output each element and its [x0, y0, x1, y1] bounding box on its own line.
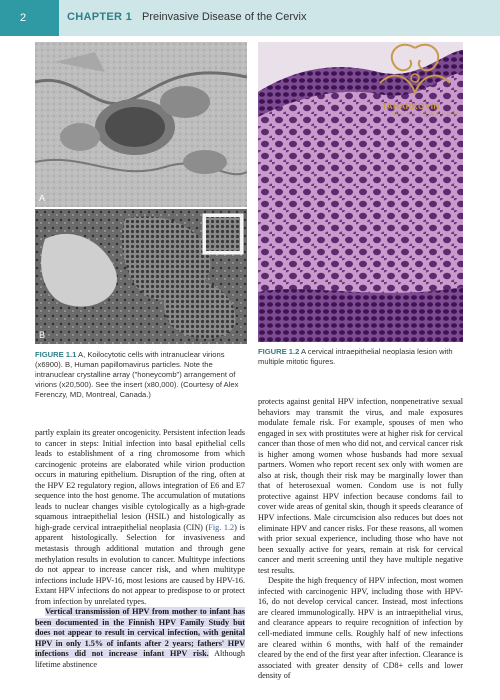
electron-micrograph-b	[35, 209, 247, 344]
running-header	[0, 0, 500, 36]
caption-2-label: FIGURE 1.2	[258, 347, 300, 356]
figure-reference-link[interactable]: Fig. 1.2	[208, 522, 235, 532]
panel-a-label: A	[39, 193, 46, 203]
page-number: 2	[20, 12, 27, 24]
caption-2-text: A cervical intraepithelial neoplasia lesion with multiple mitotic figures.	[258, 347, 453, 366]
right-text-column	[258, 397, 463, 682]
chapter-label: CHAPTER 1	[67, 11, 133, 23]
page-number-tab	[0, 0, 59, 36]
chapter-title: Preinvasive Disease of the Cervix	[142, 11, 307, 23]
highlighted-text: Vertical transmission of HPV from mother to infant has been documented in the Finnish HPV Family Study but does not appear to result in cervical infection, with genital HPV in only 1.5% of infants after 2 years; fathers' HPV infections did not increase infant HPV risk.	[35, 607, 245, 659]
paragraph-text: Although lifetime abstinence	[35, 649, 246, 670]
paragraph	[35, 428, 245, 607]
panel-b-label: B	[39, 330, 46, 340]
left-text-column	[35, 428, 245, 671]
figure-1-1-panel-b	[35, 209, 247, 344]
paragraph: protects against genital HPV infection, nonpenetrative sexual behaviors may transmit the virus, and male exposures modulate female risk. For example, spouses of men who engaged in sex with prostitutes were at higher risk for cervical cancer than those of men who did not, and cervical cancer risk is higher among women whose husbands had more sexual partners. Women who report recent sex only with women are also at risk, though their risk may be marginally lower than that of heterosexual women. Condom use is not fully protective against HPV infection because condoms fail to cover wide areas of genital skin, though it speeds clearance of HPV infections. Male circumcision also reduces but does not eliminate HPV and cancer risks. For these reasons, all women with prior sexual experience, including those who have not been sexually active for years, remain at risk for cervical cancer and merit screening until they have multiple negative test results.	[258, 397, 463, 575]
paragraph-text: ) is apparent histologically. Selection for invasiveness and metastasis through additional mutation and through gene methylation results in evolution to cancer. Multitype infections do not appear to increase cancer risk, and when multitype infections include HPV-16, most lesions are caused by HPV-16. Extant HPV infections do not appear to predispose to or protect from infection by unrelated types.	[35, 522, 245, 606]
figure-1-1-caption	[35, 350, 247, 400]
paragraph: Despite the high frequency of HPV infection, most women infected with carcinogenic HPV, including those with HPV-16, do not develop cervical cancer. Instead, most infections are cleared immunologically. HPV is an intraepithelial virus, and clearance appears to require recognition of infection by cell-mediated immune cells. Roughly half of new infections are cleared within 6 months, with half of the remainder cleared by the end of the first year after infection. Clearance is associated with greater density of CD8+ cells and lower density of	[258, 576, 463, 681]
electron-micrograph-a	[35, 42, 247, 207]
caption-1-text: A, Koilocytotic cells with intranuclear virions (x6900). B, Human papillomavirus particles. Note the intranuclear crystalline array ("honeycomb") arrangement of virions (x20,500). See the insert (x80,000). (Courtesy of Alex Ferenczy, MD, Montreal, Canada.)	[35, 350, 239, 399]
watermark-name: TAHARKOVIN	[382, 102, 440, 111]
caption-1-label: FIGURE 1.1	[35, 350, 77, 359]
figure-1-2-caption	[258, 347, 463, 367]
watermark-subtitle: PUBLICATION	[394, 112, 460, 118]
paragraph	[35, 607, 245, 670]
figure-1-1-panel-a	[35, 42, 247, 207]
paragraph-text: partly explain its greater oncogenicity. Persistent infection leads to cancer in steps: Initial infection into basal epithelial cells leads to establishment of a ring chromosome from which carcinogenic proteins are elaborated while virion production occurs in maturing epithelium. Disruption of the ring, often at the HPV E2 regulatory region, allows integration of E6 and E7 sequence into the host genome. The accumulation of mutations leads to nuclear changes visible cytologically as a high-grade squamous intraepithelial lesion (HSIL) and histologically as high-grade cervical intraepithelial neoplasia (CIN) (	[35, 428, 245, 532]
